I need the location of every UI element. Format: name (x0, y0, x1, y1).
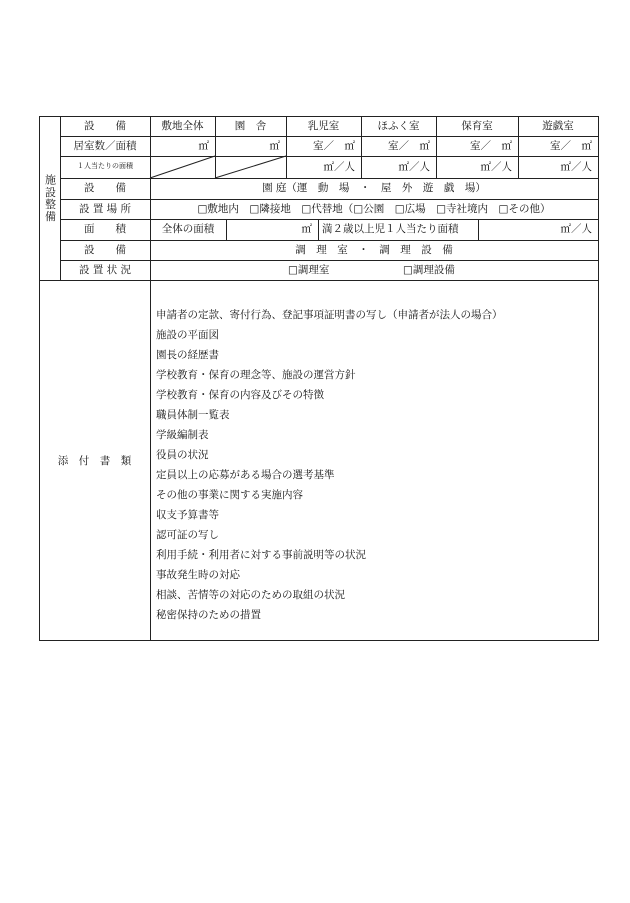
kitchen-equipment-checkbox[interactable]: □調理設備 (403, 264, 455, 276)
building-area-unit: ㎡ (269, 140, 280, 152)
attachment-item: 役員の状況 (156, 449, 209, 461)
attachment-item: 収支予算書等 (156, 509, 219, 521)
diagonal-strike-site (150, 156, 216, 178)
kitchen-equipment-label: 設 備 (84, 244, 126, 256)
attachment-item: その他の事業に関する実施内容 (156, 489, 303, 501)
attachment-item: 施設の平面図 (156, 329, 219, 341)
playroom-per-person-unit: ㎡／人 (560, 161, 592, 173)
attachment-item: 申請者の定款、寄付行為、登記事項証明書の写し（申請者が法人の場合） (156, 309, 503, 321)
site-area-unit: ㎡ (198, 140, 209, 152)
area-label: 面 積 (84, 223, 126, 235)
attachment-item: 学級編制表 (156, 429, 209, 441)
attachment-item: 学校教育・保育の理念等、施設の運営方針 (156, 369, 356, 381)
total-area-label: 全体の面積 (161, 223, 215, 235)
column-infant-room: 乳児室 (307, 120, 340, 132)
attachment-item: 利用手続・利用者に対する事前説明等の状況 (156, 549, 366, 561)
attachments-label: 添 付 書 類 (57, 455, 132, 467)
total-area-unit: ㎡ (301, 223, 312, 235)
facility-section-label: 施設整備 (43, 173, 57, 223)
per-person-area-label: １人当たりの面積 (77, 162, 133, 170)
infant-room-per-person-unit: ㎡／人 (323, 161, 355, 173)
infant-room-area-unit: 室／ ㎡ (313, 140, 355, 152)
column-site-total: 敷地全体 (161, 120, 204, 132)
crawling-room-per-person-unit: ㎡／人 (398, 161, 430, 173)
playroom-area-unit: 室／ ㎡ (550, 140, 592, 152)
attachment-item: 園長の経歴書 (156, 349, 219, 361)
diagonal-strike-building (215, 156, 287, 178)
attachment-item: 学校教育・保育の内容及びその特徴 (156, 389, 324, 401)
column-playroom: 遊戯室 (542, 120, 574, 132)
attachment-item: 相談、苦情等の対応のための取組の状況 (156, 589, 345, 601)
room-area-label: 居室数／面積 (73, 140, 137, 152)
kitchen-room-checkbox[interactable]: □調理室 (288, 264, 330, 276)
nursery-room-area-unit: 室／ ㎡ (470, 140, 512, 152)
status-label: 設 置 状 況 (78, 264, 131, 276)
nursery-room-per-person-unit: ㎡／人 (480, 161, 512, 173)
crawling-room-area-unit: 室／ ㎡ (388, 140, 430, 152)
per-child-area-unit: ㎡／人 (560, 223, 592, 235)
kitchen-title: 調 理 室 ・ 調 理 設 備 (295, 244, 453, 256)
attachment-item: 事故発生時の対応 (156, 569, 240, 581)
garden-title: 園 庭（運 動 場 ・ 屋 外 遊 戯 場） (262, 182, 486, 194)
location-label: 設 置 場 所 (78, 203, 131, 215)
garden-equipment-label: 設 備 (84, 182, 126, 194)
location-options[interactable]: □敷地内 □隣接地 □代替地（□公園 □広場 □寺社境内 □その他） (197, 203, 551, 215)
column-building: 園 舎 (234, 120, 267, 132)
attachment-item: 認可証の写し (156, 529, 219, 541)
column-crawling-room: ほふく室 (377, 120, 420, 132)
per-child-area-label: 満２歳以上児１人当たり面積 (322, 223, 459, 235)
attachment-item: 秘密保持のための措置 (156, 609, 261, 621)
attachment-item: 定員以上の応募がある場合の選考基準 (156, 469, 335, 481)
equipment-header-label: 設 備 (84, 120, 126, 132)
attachments-list (156, 305, 596, 625)
column-nursery-room: 保育室 (461, 120, 493, 132)
attachment-item: 職員体制一覧表 (156, 409, 230, 421)
